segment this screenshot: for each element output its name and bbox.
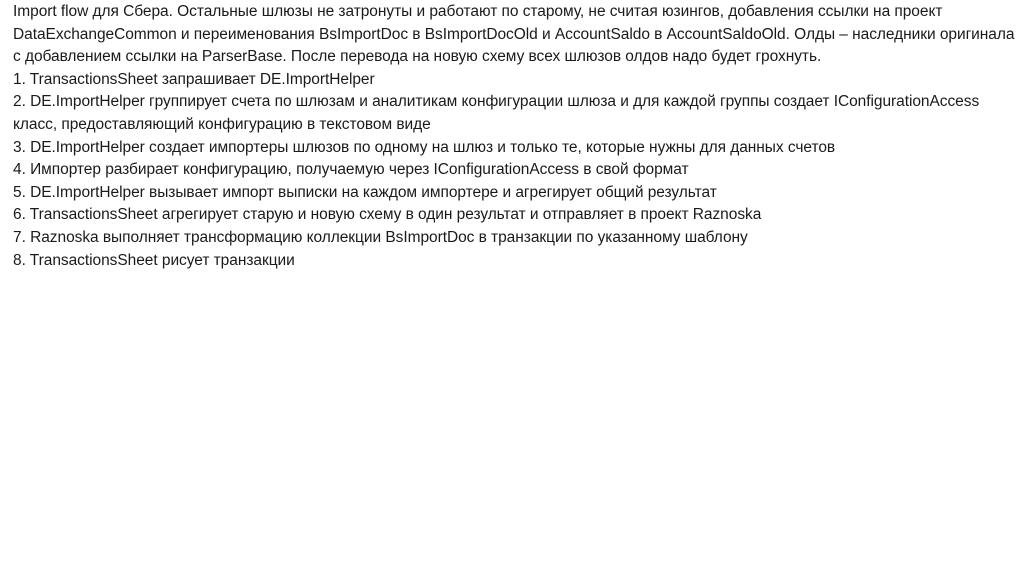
step-item: 8. TransactionsSheet рисует транзакции: [13, 251, 295, 269]
step-item: 6. TransactionsSheet агрегирует старую и новую схему в один результат и отправляет в проект Raznoska: [13, 206, 762, 224]
step-item: 2. DE.ImportHelper группирует счета по шлюзам и аналитикам конфигурации шлюза и для каждой группы создает IConfigurationAccess класс, предоставляющий конфигурацию в текстовом виде: [13, 93, 980, 133]
step-item: 7. Raznoska выполняет трансформацию коллекции BsImportDoc в транзакции по указанному шаблону: [13, 228, 748, 246]
steps-list: [13, 69, 1021, 272]
text-block: [13, 1, 1021, 272]
step-item: 5. DE.ImportHelper вызывает импорт выписки на каждом импортере и агрегирует общий результат: [13, 183, 717, 201]
step-item: 1. TransactionsSheet запрашивает DE.ImportHelper: [13, 70, 375, 88]
intro-paragraph: Import flow для Сбера. Остальные шлюзы не затронуты и работают по старому, не считая юзингов, добавления ссылки на проект DataExchangeCommon и переименования BsImportDoc в BsImportDocOld и AccountSaldo в AccountSaldoOld. Олды – наследники оригинала с добавлением ссылки на ParserBase. После перевода на новую схему всех шлюзов олдов надо будет грохнуть.: [13, 3, 1015, 66]
step-item: 3. DE.ImportHelper создает импортеры шлюзов по одному на шлюз и только те, которые нужны для данных счетов: [13, 138, 836, 156]
step-item: 4. Импортер разбирает конфигурацию, получаемую через IConfigurationAccess в свой формат: [13, 161, 689, 179]
